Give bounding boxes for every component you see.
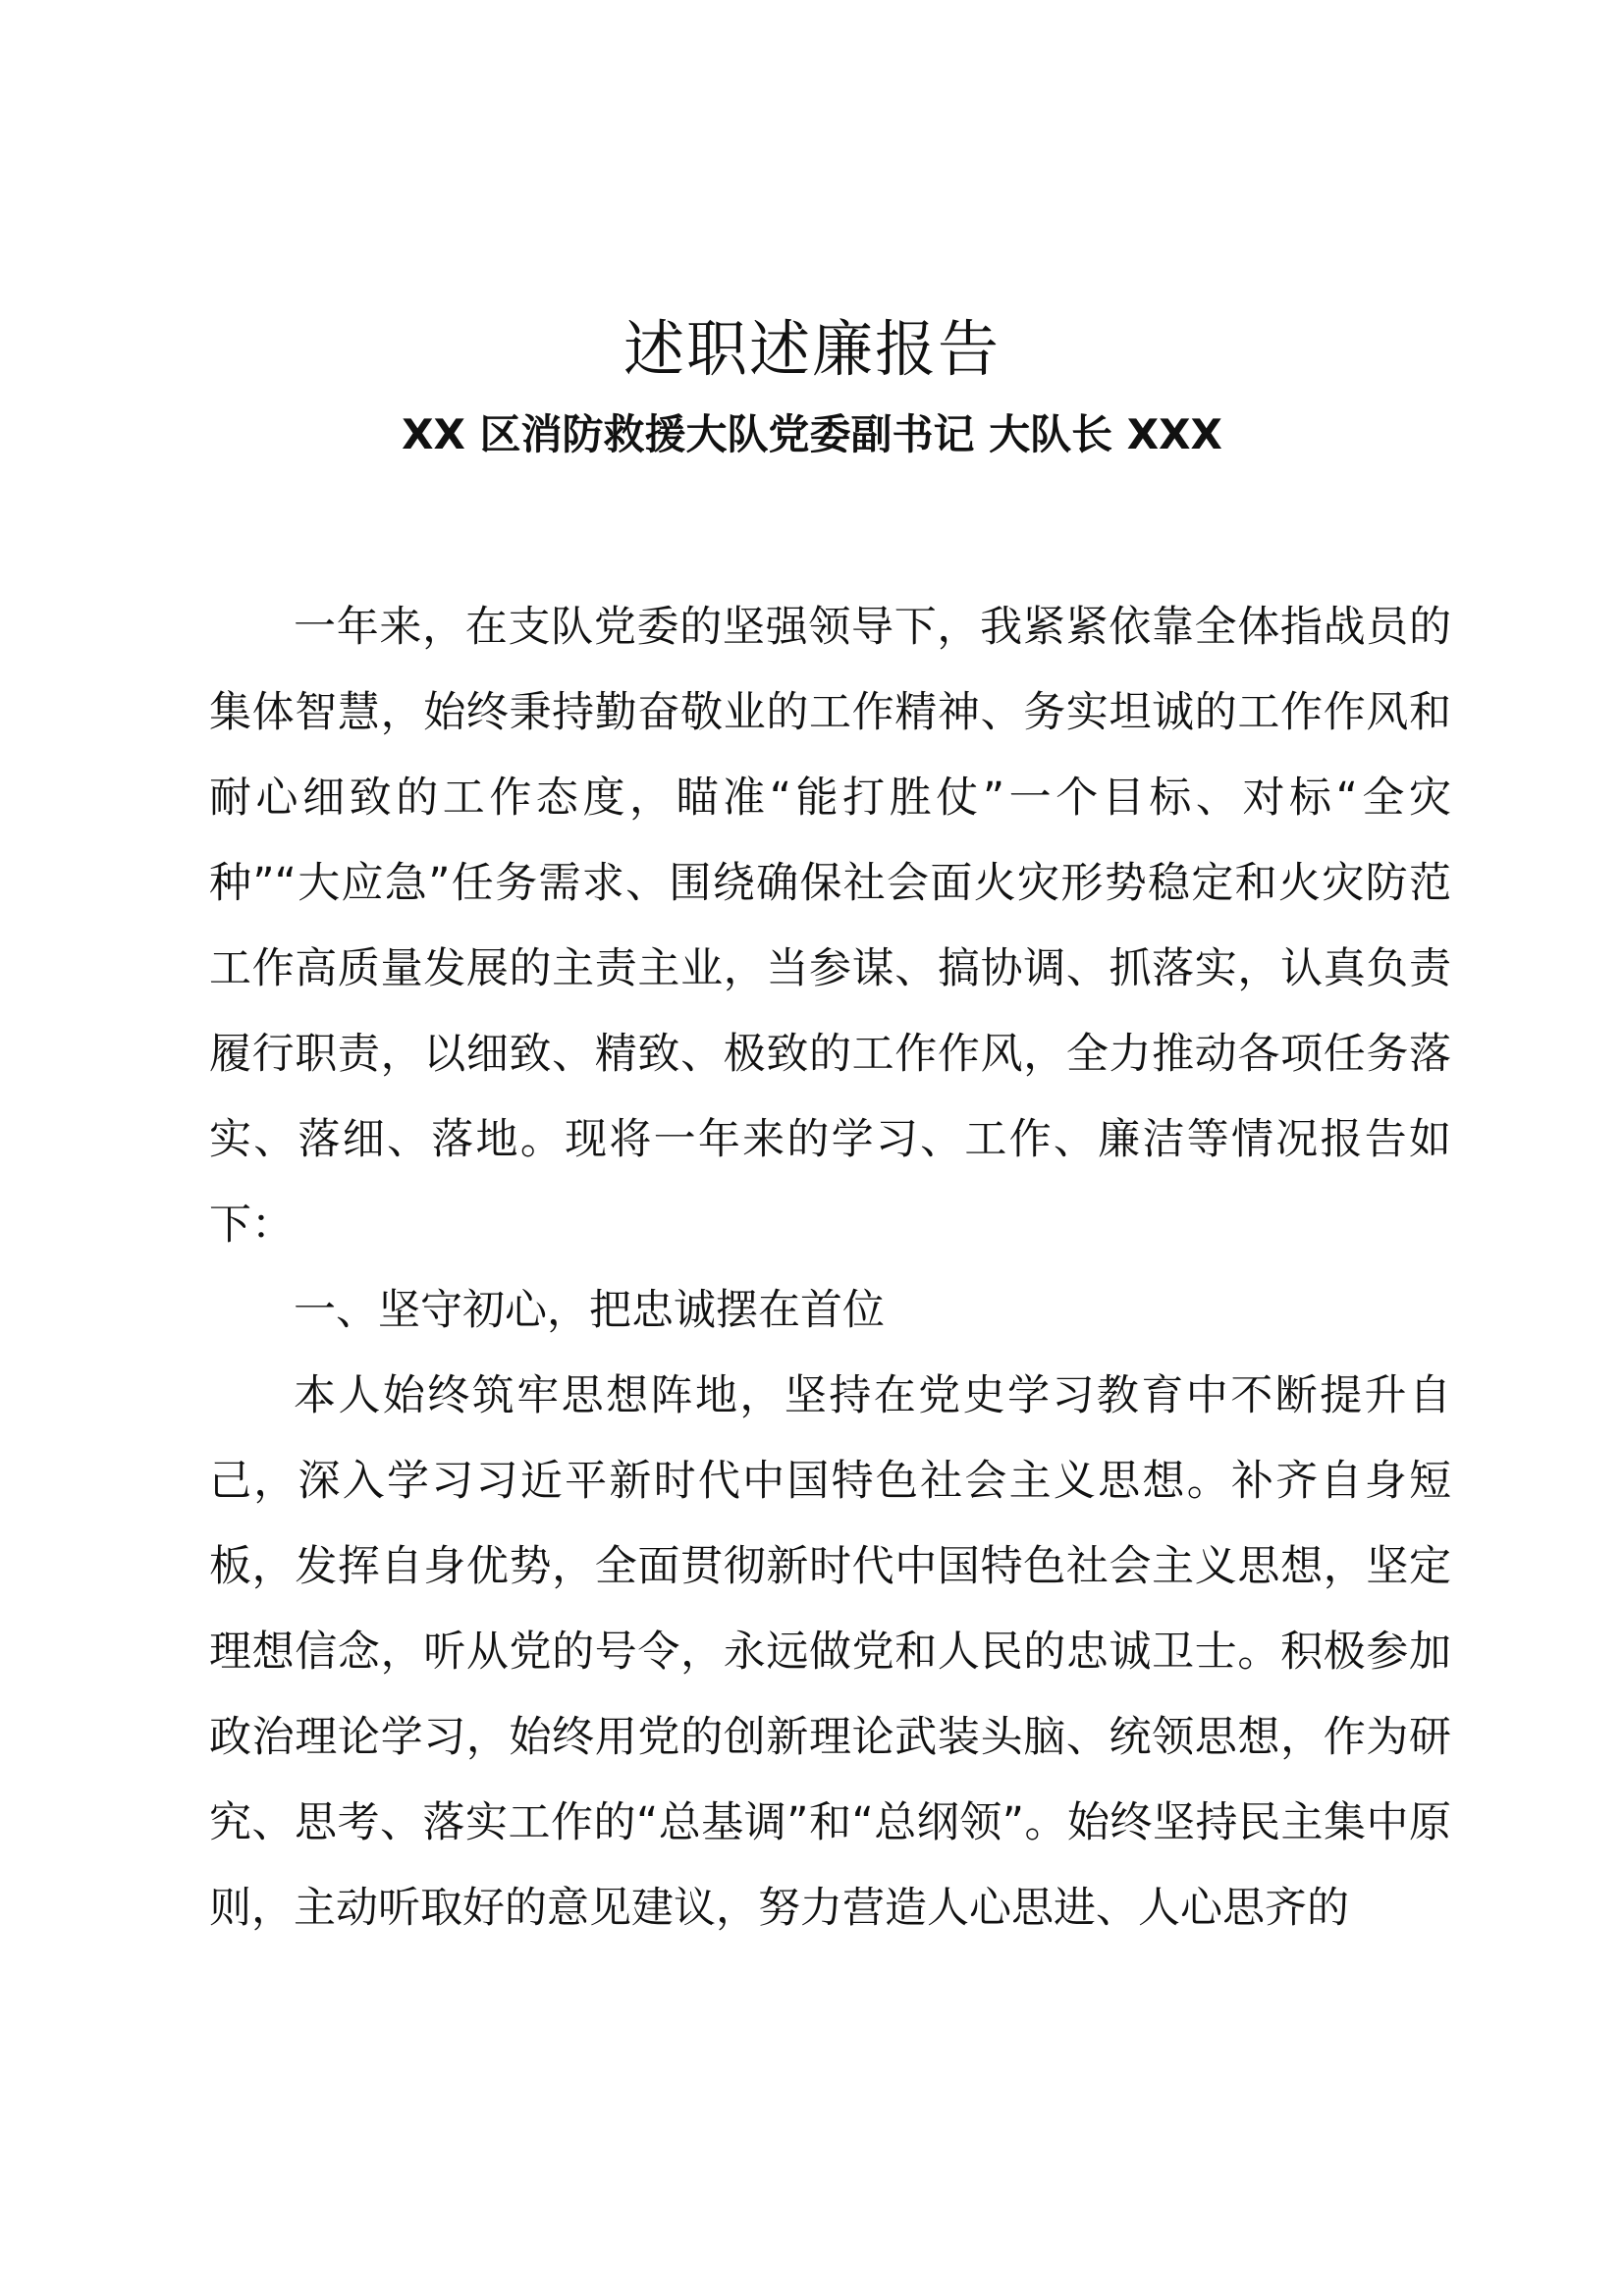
document-title: 述职述廉报告	[623, 313, 1001, 385]
intro-paragraph: 一年来，在支队党委的坚强领导下，我紧紧依靠全体指战员的集体智慧，始终秉持勤奋敬业的工作精神、务实坦诚的工作作风和耐心细致的工作态度，瞄准“能打胜仗”一个目标、对标“全灾种”“大应急”任务需求、围绕确保社会面火灾形势稳定和火灾防范工作高质量发展的主责主业，当参谋、搞协调、抓落实，认真负责履行职责，以细致、精致、极致的工作作风，全力推动各项任务落实、落细、落地。现将一年来的学习、工作、廉洁等情况报告如下：	[209, 603, 1451, 1250]
section-1-paragraph: 本人始终筑牢思想阵地，坚持在党史学习教育中不断提升自己，深入学习习近平新时代中国特色社会主义思想。补齐自身短板，发挥自身优势，全面贯彻新时代中国特色社会主义思想，坚定理想信念，听从党的号令，永远做党和人民的忠诚卫士。积极参加政治理论学习，始终用党的创新理论武装头脑、统领思想，作为研究、思考、落实工作的“总基调”和“总纲领”。始终坚持民主集中原则，主动听取好的意见建议，努力营造人心思进、人心思齐的	[209, 1371, 1451, 1933]
section-heading-1: 一、坚守初心，把忠诚摆在首位	[294, 1286, 885, 1335]
document-body	[209, 585, 1451, 1951]
document-subtitle: XX 区消防救援大队党委副书记 大队长 XXX	[402, 410, 1222, 458]
